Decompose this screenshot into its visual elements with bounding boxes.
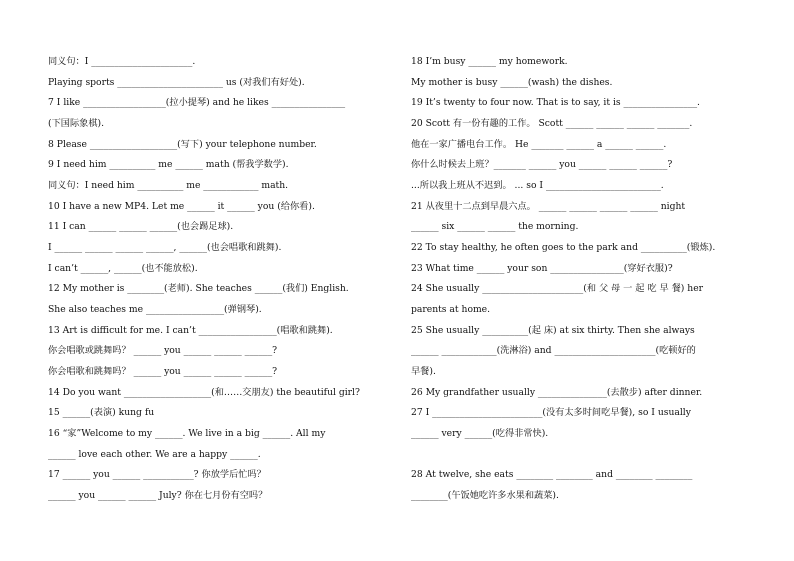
text-line: 早餐). <box>411 366 436 377</box>
text-line: 21 从夜里十二点到早晨六点。 ______ ______ ______ ______ night <box>411 201 686 212</box>
text-line: 你会唱歌和跳舞吗？ ______ you ______ ______ ______? <box>48 366 278 377</box>
text-line: 19 It’s twenty to four now. That is to say, it is ________________. <box>411 97 700 108</box>
text-line: 23 What time ______ your son ________________(穿好衣服)? <box>411 263 673 274</box>
text-line: 同义句：I need him __________ me ____________ math. <box>48 180 289 191</box>
text-line: ________(午饭她吃许多水果和蔬菜). <box>411 490 559 501</box>
text-line: 15 ______(表演) kung fu <box>48 407 155 418</box>
text-line: 9 I need him __________ me ______ math (帮我学数学). <box>48 159 289 170</box>
text-line: 28 At twelve, she eats ________ ________ and ________ ________ <box>411 469 693 480</box>
text-line: 24 She usually ______________________(和 父 母 一 起 吃 早 餐) her <box>411 283 704 294</box>
text-line: ______ you ______ ______ July? 你在七月份有空吗？ <box>48 490 268 501</box>
text-line: 你会唱歌或跳舞吗？ ______ you ______ ______ ______? <box>48 345 278 356</box>
text-line: 18 I’m busy ______ my homework. <box>411 56 568 67</box>
text-line: ______ very ______(吃得非常快). <box>411 428 549 439</box>
text-line: ______ love each other. We are a happy ______. <box>48 449 261 460</box>
text-line: 你什么时候去上班？_______ ______ you ______ ______ ______? <box>411 159 673 170</box>
text-line: ...所以我上班从不迟到。 ... so I _________________________. <box>411 180 664 191</box>
text-line: 20 Scott 有一份有趣的工作。 Scott ______ ______ ______ _______. <box>411 118 693 129</box>
text-line: She also teaches me _________________(弹钢琴). <box>48 304 262 315</box>
text-line: (下国际象棋). <box>48 118 105 129</box>
text-line: 他在一家广播电台工作。 He _______ ______ a ______ ______. <box>411 139 667 150</box>
text-line: 26 My grandfather usually _______________(去散步) after dinner. <box>411 387 703 398</box>
text-line: 12 My mother is ________(老师). She teaches ______(我们) English. <box>48 283 349 294</box>
text-line: 14 Do you want ___________________(和……交朋友) the beautiful girl? <box>48 387 360 398</box>
text-line: My mother is busy ______(wash) the dishes. <box>411 77 613 88</box>
text-line: ______ six ______ ______ the morning. <box>411 221 579 232</box>
text-line: 同义句：I ______________________. <box>48 56 196 67</box>
text-line: 10 I have a new MP4. Let me ______ it ______ you (给你看). <box>48 201 315 212</box>
text-line: 11 I can ______ ______ ______(也会踢足球). <box>48 221 234 232</box>
text-line: 7 I like __________________(拉小提琴) and he likes ________________ <box>48 97 346 108</box>
text-line: Playing sports _______________________ us (对我们有好处). <box>48 77 305 88</box>
text-line: 13 Art is difficult for me. I can’t _________________(唱歌和跳舞). <box>48 325 333 336</box>
text-line: 16 “家”Welcome to my ______. We live in a big ______. All my <box>48 428 326 439</box>
text-line: parents at home. <box>411 304 491 315</box>
text-line: ______ ____________(洗淋浴) and ______________________(吃顿好的 <box>411 345 696 356</box>
text-line: 8 Please ___________________(写下) your telephone number. <box>48 139 317 150</box>
text-line: I can’t ______, ______(也不能放松). <box>48 263 198 274</box>
text-line: 25 She usually __________(起 床) at six thirty. Then she always <box>411 325 695 336</box>
text-line: 27 I ________________________(没有太多时间吃早餐), so I usually <box>411 407 691 418</box>
text-line: I ______ ______ ______ ______, ______(也会唱歌和跳舞). <box>48 242 282 253</box>
text-line: 22 To stay healthy, he often goes to the park and __________(锻炼). <box>411 242 716 253</box>
text-line: 17 ______ you ______ ___________? 你放学后忙吗？ <box>48 469 266 480</box>
